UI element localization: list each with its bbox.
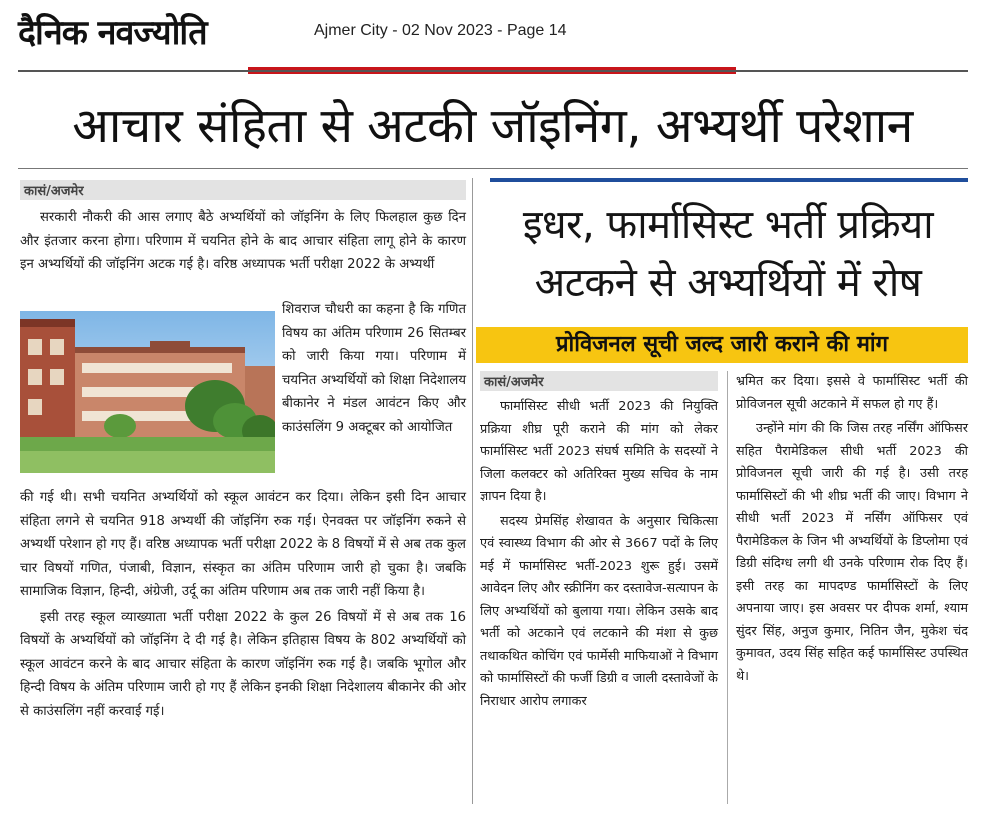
building-photo-image [20, 311, 275, 473]
right-article-subhead: प्रोविजनल सूची जल्द जारी कराने की मांग [476, 327, 968, 363]
right-article-rule [490, 178, 968, 182]
newspaper-logo: दैनिक नवज्योति [18, 13, 207, 53]
right-article-col2 [736, 371, 968, 690]
left-article-byline: कासं/अजमेर [20, 180, 466, 200]
masthead-rule [18, 70, 968, 72]
right-headline-line2: अटकने से अभ्यर्थियों में रोष [534, 260, 922, 306]
headline-rule [18, 168, 968, 169]
main-headline: आचार संहिता से अटकी जॉइनिंग, अभ्यर्थी परेशान [72, 98, 913, 154]
left-para1-a: सरकारी नौकरी की आस लगाए बैठे अभ्यर्थियों को जॉइनिंग के लिए फिलहाल कुछ दिन और इंतजार करना होगा। परिणाम में चयनित होने के बाद आचार संहिता लागू होने के कारण इन अभ्यर्थियों की जॉइनिंग अटक गई है। वरिष्ठ अध्यापक भर्ती परीक्षा 2022 के अभ्यर्थी [20, 210, 466, 272]
edition-info: Ajmer City - 02 Nov 2023 - Page 14 [314, 22, 567, 39]
right-para1: भ्रमित कर दिया। इससे वे फार्मासिस्ट भर्ती की प्रोविजनल सूची अटकाने में सफल हो गए हैं। [736, 374, 968, 412]
left-article-para1-top [20, 206, 466, 279]
right-article-headline [482, 196, 974, 312]
right-article-col1 [480, 396, 718, 715]
left-para2: इसी तरह स्कूल व्याख्याता भर्ती परीक्षा 2022 के कुल 26 विषयों में से अब तक 16 विषयों के अभ्यर्थियों को जॉइनिंग दे दी गई है। लेकिन इतिहास विषय के 802 अभ्यर्थियों को स्कूल आवंटन करने के बाद आचार संहिता के कारण जॉइनिंग रुक गई है। जबकि भूगोल और हिन्दी विषय के अंतिम परिणाम जारी हो गए हैं लेकिन इनकी शिक्षा निदेशालय बीकानेर की ओर से काउंसलिंग नहीं करवाई गई। [20, 609, 466, 719]
right-column-divider [727, 371, 728, 804]
right-headline-line1: इधर, फार्मासिस्ट भर्ती प्रक्रिया [522, 202, 934, 248]
building-photo [20, 311, 275, 473]
left-para1-c: की गई थी। सभी चयनित अभ्यर्थियों को स्कूल आवंटन कर दिया। लेकिन इसी दिन आचार संहिता लगने से चयनित 918 अभ्यर्थी की जॉइनिंग रुक गई। ऐनवक्त पर जॉइनिंग रुकने से अभ्यर्थी परेशान हो गए हैं। वरिष्ठ अध्यापक भर्ती परीक्षा 2022 के 8 विषयों में से अब तक कुल चार विषयों गणित, पंजाबी, विज्ञान, संस्कृत का अंतिम परिणाम जारी हो चुका है। जबकि सामाजिक विज्ञान, हिन्दी, अंग्रेजी, उर्दू का अंतिम परिणाम अब तक जारी नहीं किया है। [20, 490, 466, 599]
right-para2: उन्होंने मांग की कि जिस तरह नर्सिंग ऑफिसर सहित पैरामेडिकल सीधी भर्ती 2023 की प्रोविजनल सूची जारी की गई है। उसी तरह फार्मासिस्टों की भी शीघ्र भर्ती की जाए। विभाग ने सीधी भर्ती 2023 में नर्सिंग ऑफिसर एवं पैरामेडिकल के जिन भी अभ्यर्थियों के डिप्लोमा एवं डिग्री संदिग्ध लगी थी उनके परिणाम रोक दिए हैं। इसी तरह का मापदण्ड फार्मासिस्टों के लिए अपनाया जाए। इस अवसर पर दीपक शर्मा, श्याम सुंदर सिंह, अनुज कुमार, नितिन जैन, मुकेश चंद कुमावत, उदय सिंह सहित कई फार्मासिस्ट उपस्थित थे। [736, 421, 968, 684]
right-mid-para2: सदस्य प्रेमसिंह शेखावत के अनुसार चिकित्सा एवं स्वास्थ्य विभाग की ओर से 3667 पदों के लिए मई में फार्मासिस्ट भर्ती-2023 शुरू हुई। उसमें आवेदन लिए और स्क्रीनिंग कर दस्तावेज-सत्यापन के लिए अभ्यर्थियों को बुलाया गया। लेकिन उसके बाद भर्ती को अटकाने एवं लटकाने की मंशा से कुछ तथाकथित कोचिंग एवं फार्मेसी माफियाओं ने विभाग को फार्मासिस्टों की फर्जी डिग्री व जाली दस्तावेजों के निराधार आरोप लगाकर [480, 513, 718, 709]
right-mid-para1: फार्मासिस्ट सीधी भर्ती 2023 की नियुक्ति प्रक्रिया शीघ्र पूरी कराने की मांग को लेकर फार्मासिस्ट भर्ती 2023 संघर्ष समिति के सदस्यों ने जिला कलक्टर को अतिरिक्त मुख्य सचिव के नाम ज्ञापन दिया है। [480, 399, 718, 504]
left-article-para1-wrap [282, 298, 466, 441]
right-article-byline: कासं/अजमेर [480, 371, 718, 391]
left-article-body [20, 486, 466, 725]
left-para1-b: शिवराज चौधरी का कहना है कि गणित विषय का अंतिम परिणाम 26 सितम्बर को जारी किया गया। परिणाम में चयनित अभ्यर्थियों को शिक्षा निदेशालय बीकानेर ने मंडल आवंटन किए और काउंसलिंग 9 अक्टूबर को आयोजित [282, 302, 466, 435]
column-divider [472, 178, 473, 804]
